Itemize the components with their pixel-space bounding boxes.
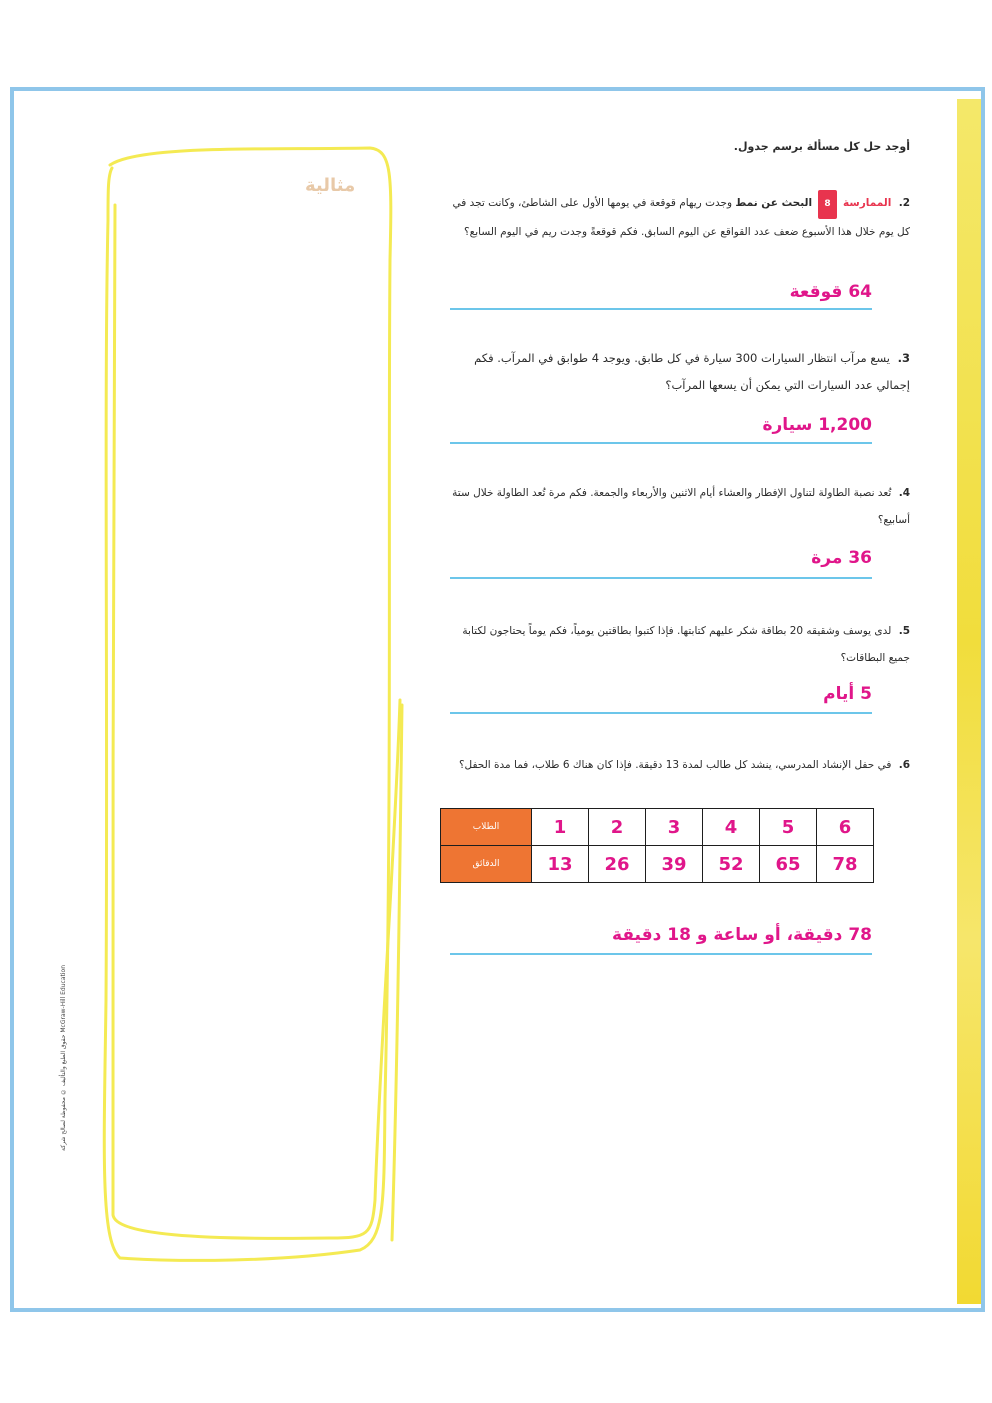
students-minutes-table bbox=[440, 808, 874, 883]
problem-3 bbox=[445, 345, 910, 399]
table-row bbox=[441, 809, 874, 846]
answer-line bbox=[450, 712, 872, 714]
table-cell: 4 bbox=[703, 809, 760, 846]
answer-3: 1,200 سيارة bbox=[762, 415, 872, 435]
table-cell: 39 bbox=[646, 846, 703, 883]
answer-line bbox=[450, 442, 872, 444]
table-cell: 26 bbox=[589, 846, 646, 883]
table-row bbox=[441, 846, 874, 883]
table-cell: 2 bbox=[589, 809, 646, 846]
problem-text: يسع مرآب انتظار السيارات 300 سيارة في كل طابق. ويوجد 4 طوابق في المرآب. فكم إجمالي عدد السيارات التي يمكن أن يسعها المرآب؟ bbox=[474, 351, 910, 392]
problem-text: تُعد نصبة الطاولة لتناول الإفطار والعشاء أيام الاثنين والأربعاء والجمعة. فكم مرة تُعد الطاولة خلال ستة أسابيع؟ bbox=[452, 487, 910, 526]
table-cell: 3 bbox=[646, 809, 703, 846]
practice-badge: 8 bbox=[818, 190, 836, 219]
search-pattern-label: البحث عن نمط bbox=[735, 197, 813, 209]
table-cell: 6 bbox=[817, 809, 874, 846]
table-cell: 78 bbox=[817, 846, 874, 883]
instruction-heading: أوجد حل كل مسألة برسم جدول. bbox=[733, 140, 910, 153]
answer-line bbox=[450, 308, 872, 310]
answer-6: 78 دقيقة، أو ساعة و 18 دقيقة bbox=[612, 925, 872, 945]
answer-line bbox=[450, 953, 872, 955]
faded-label: مثالية bbox=[305, 175, 356, 196]
problem-number: 3. bbox=[897, 351, 910, 365]
row-header-students: الطلاب bbox=[441, 809, 532, 846]
answer-line bbox=[450, 577, 872, 579]
table-cell: 52 bbox=[703, 846, 760, 883]
problem-text: لدى يوسف وشقيقه 20 بطاقة شكر عليهم كتابتها. فإذا كتبوا بطاقتين يومياً، فكم يوماً يحتاجون لكتابة جميع البطاقات؟ bbox=[462, 625, 910, 664]
table-cell: 65 bbox=[760, 846, 817, 883]
practice-label: الممارسة bbox=[843, 197, 892, 209]
table-cell: 13 bbox=[532, 846, 589, 883]
copyright-notice: حقوق الطبع والتأليف © محفوظة لصالح شركة McGraw-Hill Education bbox=[60, 965, 67, 1151]
problem-6 bbox=[445, 752, 910, 779]
problem-number: 6. bbox=[898, 759, 910, 771]
answer-5: 5 أيام bbox=[823, 684, 872, 704]
problem-text: وجدت ريهام قوقعة في يومها الأول على الشاطئ، وكانت تجد في كل يوم خلال هذا الأسبوع ضعف عدد القواقع عن اليوم السابق. فكم قوقعةً وجدت ريم في اليوم السابع؟ bbox=[452, 197, 910, 238]
table-cell: 5 bbox=[760, 809, 817, 846]
answer-2: 64 قوقعة bbox=[789, 282, 872, 302]
table-cell: 1 bbox=[532, 809, 589, 846]
row-header-minutes: الدقائق bbox=[441, 846, 532, 883]
problem-number: 2. bbox=[898, 197, 910, 209]
problem-number: 4. bbox=[898, 487, 910, 499]
problem-5 bbox=[445, 618, 910, 672]
problem-2 bbox=[445, 190, 910, 246]
problem-number: 5. bbox=[898, 625, 910, 637]
answer-4: 36 مرة bbox=[811, 548, 872, 568]
problem-4 bbox=[445, 480, 910, 534]
problem-text: في حفل الإنشاد المدرسي، ينشد كل طالب لمدة 13 دقيقة. فإذا كان هناك 6 طلاب، فما مدة الحفل؟ bbox=[458, 759, 892, 771]
